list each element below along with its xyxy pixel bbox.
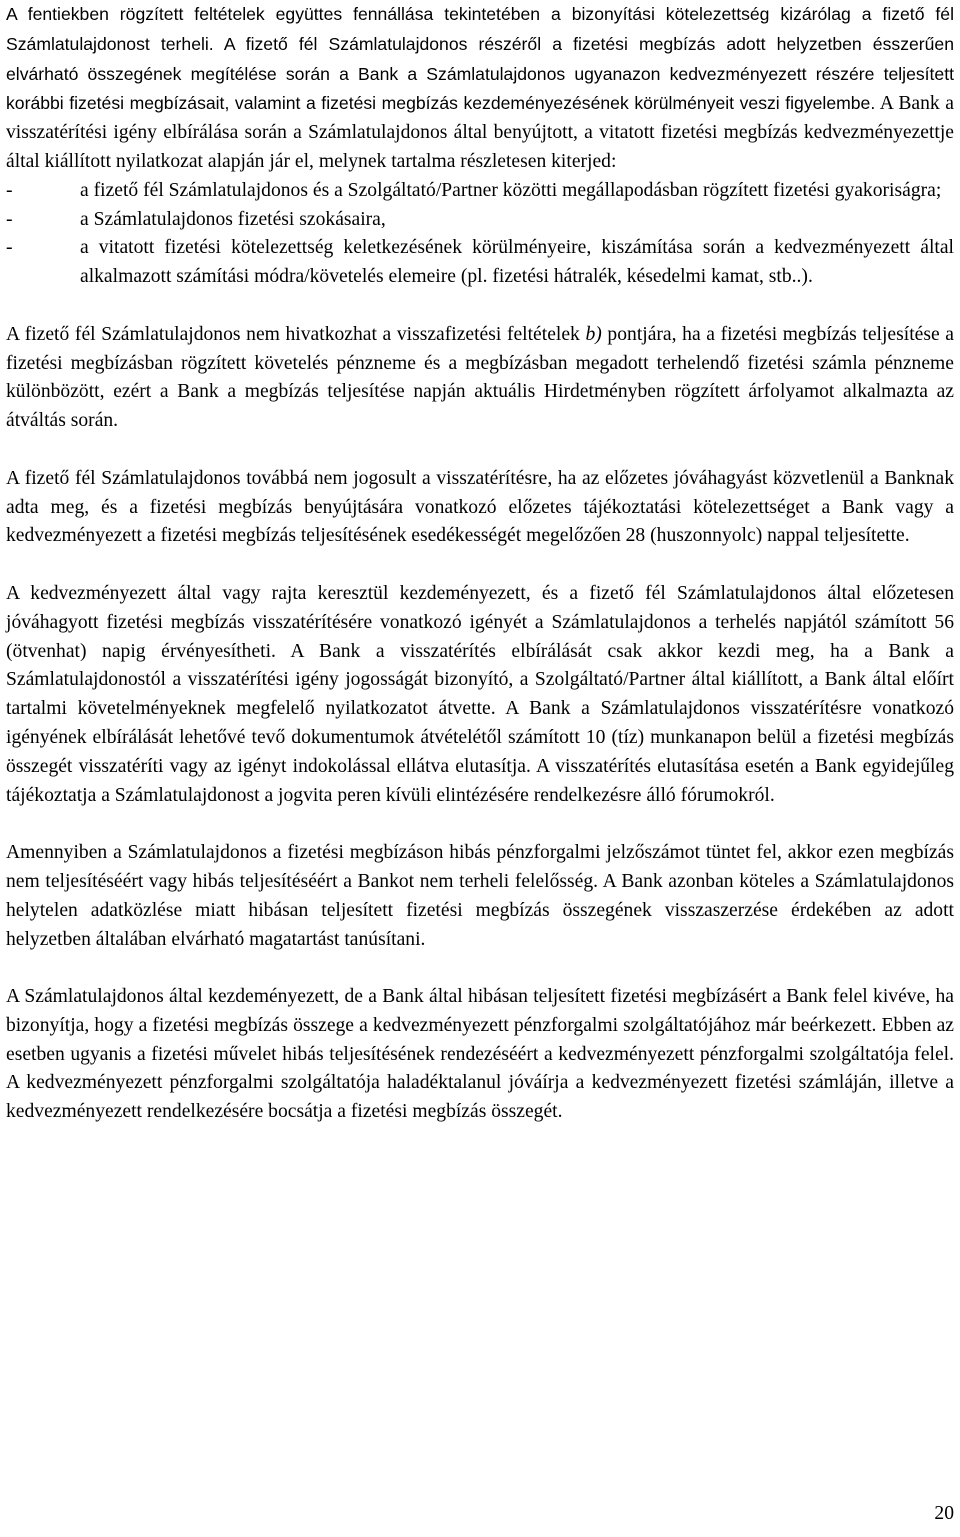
list-item — [6, 177, 954, 206]
paragraph-currency-exception — [6, 321, 954, 436]
list-item-text: a Számlatulajdonos fizetési szokásaira, — [80, 208, 386, 230]
paragraph-2-emphasis: b) — [585, 323, 602, 345]
document-page — [6, 0, 954, 1127]
paragraph-wrong-account-number: Amennyiben a Számlatulajdonos a fizetési megbízáson hibás pénzforgalmi jelzőszámot tüntet fel, akkor ezen megbízás nem teljesítéséért vagy hibás teljesítéséért a Bankot nem terheli felelősség. A Bank azonban köteles a Számlatulajdonos helytelen adatközlése miatt hibásan teljesített fizetési megbízás összegének visszaszerzése érdekében az adott helyzetben általában elvárható magatartást tanúsítani. — [6, 842, 954, 950]
paragraph-refund-claim: A kedvezményezett által vagy rajta keresztül kezdeményezett, és a fizető fél Számlatulajdonos által előzetesen jóváhagyott fizetési megbízás visszatérítésére vonatkozó igényét a Számlatulajdonos a terhelés napjától számított 56 (ötvenhat) napig érvényesítheti. A Bank a visszatérítés elbírálását csak akkor kezdi meg, ha a Bank a Számlatulajdonostól a visszatérítési igény jogosságát bizonyító, a Szolgáltató/Partner által kiállított, a Bank által előírt tartalmi követelményeknek megfelelő nyilatkozatot átvette. A Bank a Számlatulajdonos visszatérítésre vonatkozó igényének elbírálását lehetővé tevő dokumentumok átvételétől számított 10 (tíz) munkanapon belül a fizetési megbízás összegét visszatéríti vagy az igényt indokolással ellátva elutasítja. A visszatérítés elutasítása esetén a Bank egyidejűleg tájékoztatja a Számlatulajdonost a jogvita peren kívüli elintézésére rendelkezésre álló fórumokról. — [6, 582, 954, 806]
list-item — [6, 234, 954, 292]
list-dash: - — [6, 208, 13, 230]
claim-details-list-block — [6, 177, 954, 292]
paragraph-1-serif-text: A Bank a visszatérítési igény elbírálása során a Számlatulajdonos által benyújtott, a vitatott fizetési megbízás kedvezményezettje által kiállított nyilatkozat alapján jár el, melynek tartalma részletesen kiterjed: — [6, 93, 954, 172]
claim-details-list — [6, 177, 954, 292]
list-item-text: a vitatott fizetési kötelezettség keletkezésének körülményeire, kiszámítása során a kedvezményezett által alkalmazott számítási módra/követelés elemeire (pl. fizetési hátralék, késedelmi kamat, stb..). — [80, 237, 954, 288]
list-dash: - — [6, 179, 13, 201]
paragraph-1-sans-text: A fentiekben rögzített feltételek együttes fennállása tekintetében a bizonyítási kötelezettség kizárólag a fizető fél Számlatulajdonost terheli. A fizető fél Számlatulajdonos részéről a fizetési megbízás adott helyzetben ésszerűen elvárható összegének megítélése során a Bank a Számlatulajdonos ugyanazon kedvezményezett részére teljesített korábbi fizetési megbízásait, valamint a fizetési megbízás kezdeményezésének körülményeit veszi figyelembe. — [6, 4, 954, 114]
page-number: 20 — [934, 1503, 954, 1524]
list-item — [6, 206, 954, 235]
paragraph-burden-of-proof — [6, 0, 954, 177]
paragraph-2-text-before: A fizető fél Számlatulajdonos nem hivatkozhat a visszafizetési feltételek — [6, 323, 586, 345]
paragraph-prior-approval: A fizető fél Számlatulajdonos továbbá nem jogosult a visszatérítésre, ha az előzetes jóváhagyást közvetlenül a Banknak adta meg, és a fizetési megbízás benyújtására vonatkozó előzetes tájékoztatási kötelezettséget a Bank vagy a kedvezményezett a fizetési megbízás teljesítésének esedékességét megelőzően 28 (huszonnyolc) nappal teljesítette. — [6, 467, 954, 547]
paragraph-2-text-after: pontjára, ha a fizetési megbízás teljesítése a fizetési megbízásban rögzített követelés pénzneme és a megbízásban megadott terhelendő fizetési számla pénzneme különbözött, ezért a Bank a megbízás teljesítése napján aktuális Hirdetményben rögzített árfolyamot alkalmazta az átváltás során. — [6, 323, 954, 432]
list-item-text: a fizető fél Számlatulajdonos és a Szolgáltató/Partner közötti megállapodásban rögzített fizetési gyakoriságra; — [80, 179, 942, 201]
paragraph-faulty-execution: A Számlatulajdonos által kezdeményezett, de a Bank által hibásan teljesített fizetési megbízásért a Bank felel kivéve, ha bizonyítja, hogy a fizetési megbízás összege a kedvezményezett pénzforgalmi szolgáltatójához már beérkezett. Ebben az esetben ugyanis a fizetési művelet hibás teljesítésének rendezéséért a kedvezményezett pénzforgalmi szolgáltatója felel. A kedvezményezett pénzforgalmi szolgáltatója haladéktalanul jóváírja a kedvezményezett fizetési számláján, illetve a kedvezményezett rendelkezésére bocsátja a fizetési megbízás összegét. — [6, 986, 954, 1123]
list-dash: - — [6, 237, 13, 259]
